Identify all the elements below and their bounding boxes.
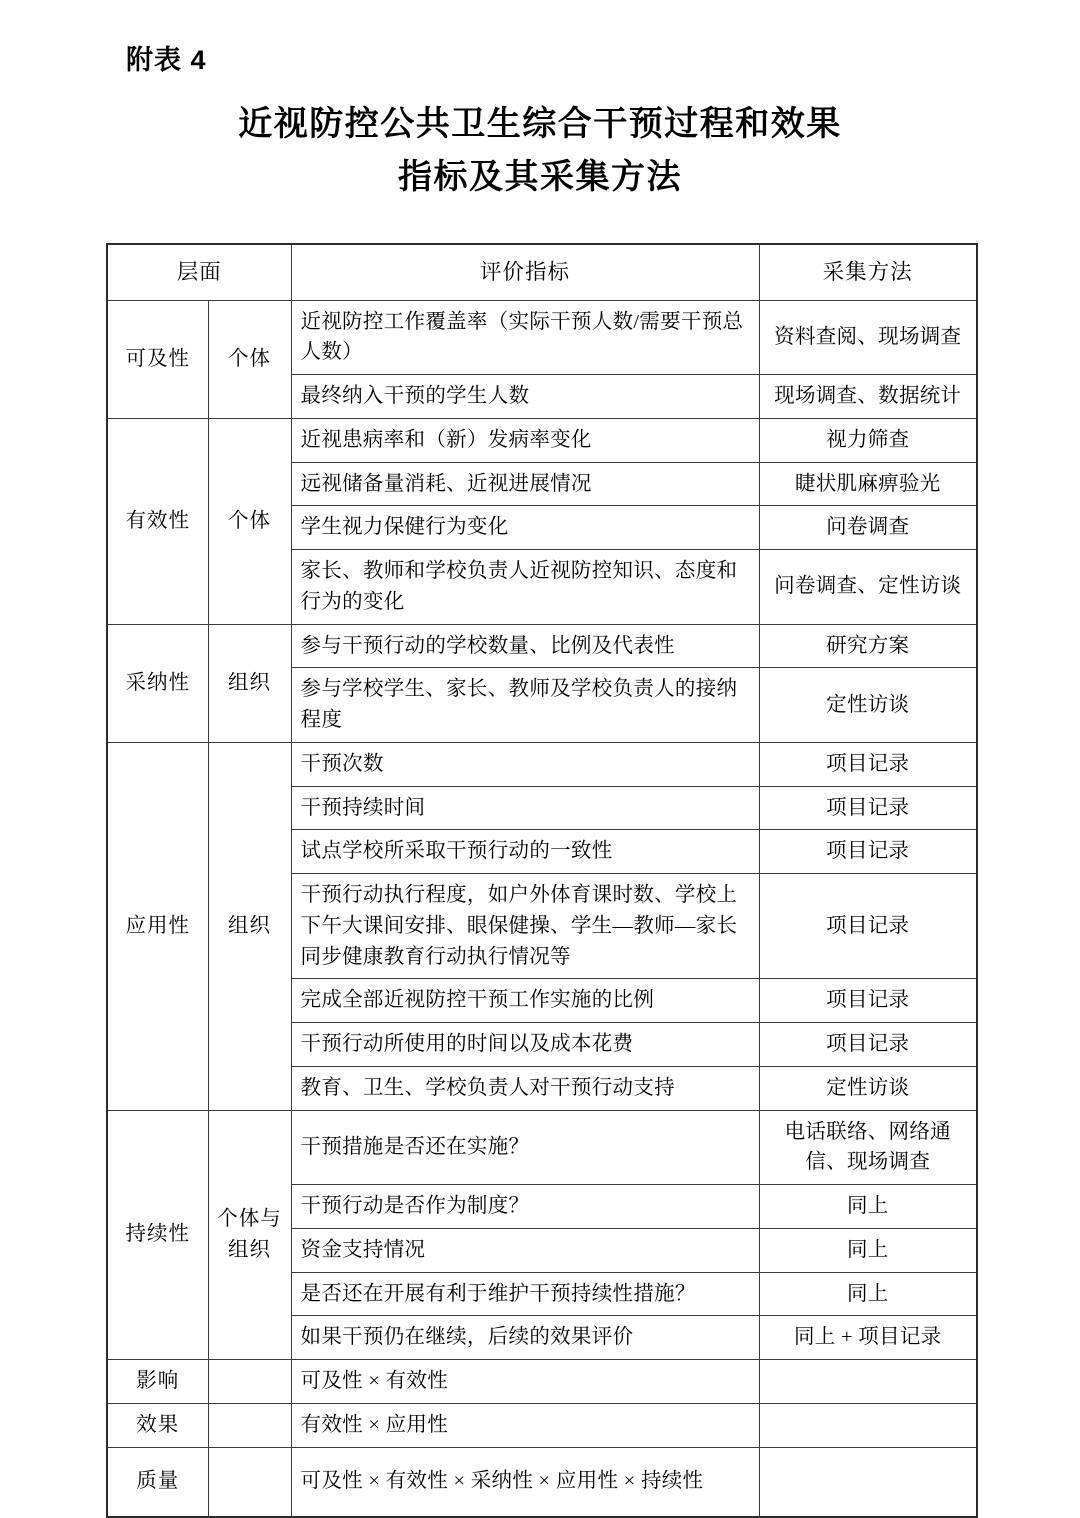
- indicator-cell: 干预行动所使用的时间以及成本花费: [291, 1023, 759, 1067]
- indicator-cell: 学生视力保健行为变化: [291, 506, 759, 550]
- unit-cell: 组织: [208, 624, 291, 742]
- method-cell: 项目记录: [759, 742, 977, 786]
- column-header-method: 采集方法: [759, 244, 977, 300]
- method-cell: 同上: [759, 1272, 977, 1316]
- unit-cell: [208, 1403, 291, 1447]
- dimension-cell: 有效性: [107, 418, 208, 624]
- indicator-cell: 近视患病率和（新）发病率变化: [291, 418, 759, 462]
- method-cell: 电话联络、网络通信、现场调查: [759, 1110, 977, 1185]
- table-row: [107, 418, 977, 462]
- table-row: [107, 300, 977, 375]
- indicator-cell: 完成全部近视防控干预工作实施的比例: [291, 979, 759, 1023]
- indicator-cell: 参与学校学生、家长、教师及学校负责人的接纳程度: [291, 668, 759, 743]
- indicator-cell: 试点学校所采取干预行动的一致性: [291, 830, 759, 874]
- indicator-cell: 近视防控工作覆盖率（实际干预人数/需要干预总人数）: [291, 300, 759, 375]
- indicator-cell: 干预次数: [291, 742, 759, 786]
- method-cell: 问卷调查: [759, 506, 977, 550]
- method-cell: 问卷调查、定性访谈: [759, 550, 977, 625]
- method-cell: 项目记录: [759, 1023, 977, 1067]
- unit-cell: [208, 1360, 291, 1404]
- method-cell: 定性访谈: [759, 668, 977, 743]
- indicator-table: [106, 243, 978, 1518]
- unit-cell: 个体: [208, 300, 291, 418]
- indicator-cell: 教育、卫生、学校负责人对干预行动支持: [291, 1066, 759, 1110]
- table-header-row: [107, 244, 977, 300]
- indicator-cell: 可及性 × 有效性 × 采纳性 × 应用性 × 持续性: [291, 1447, 759, 1517]
- dimension-cell: 应用性: [107, 742, 208, 1110]
- dimension-cell: 质量: [107, 1447, 208, 1517]
- method-cell: 同上: [759, 1185, 977, 1229]
- appendix-label: 附表 4: [126, 45, 207, 75]
- indicator-cell: 如果干预仍在继续，后续的效果评价: [291, 1316, 759, 1360]
- page-title-line-1: 近视防控公共卫生综合干预过程和效果: [238, 105, 842, 143]
- dimension-cell: 采纳性: [107, 624, 208, 742]
- indicator-cell: 是否还在开展有利于维护干预持续性措施？: [291, 1272, 759, 1316]
- indicator-cell: 有效性 × 应用性: [291, 1403, 759, 1447]
- table-body: [107, 300, 977, 1517]
- method-cell-empty: [759, 1447, 977, 1517]
- unit-cell: 组织: [208, 742, 291, 1110]
- unit-cell: [208, 1447, 291, 1517]
- method-cell: 项目记录: [759, 979, 977, 1023]
- table-row: [107, 742, 977, 786]
- dimension-cell: 持续性: [107, 1110, 208, 1360]
- indicator-cell: 干预持续时间: [291, 786, 759, 830]
- page-title: [0, 98, 1080, 203]
- method-cell: 项目记录: [759, 786, 977, 830]
- table-row: [107, 1110, 977, 1185]
- dimension-cell: 影响: [107, 1360, 208, 1404]
- method-cell: 项目记录: [759, 874, 977, 979]
- column-header-dimension: 层面: [107, 244, 291, 300]
- method-cell-empty: [759, 1403, 977, 1447]
- table-row: [107, 1360, 977, 1404]
- indicator-cell: 可及性 × 有效性: [291, 1360, 759, 1404]
- table-head: [107, 244, 977, 300]
- method-cell: 睫状肌麻痹验光: [759, 462, 977, 506]
- unit-cell: 个体: [208, 418, 291, 624]
- indicator-cell: 干预措施是否还在实施？: [291, 1110, 759, 1185]
- dimension-cell: 可及性: [107, 300, 208, 418]
- method-cell: 定性访谈: [759, 1066, 977, 1110]
- method-cell: 同上: [759, 1228, 977, 1272]
- page-title-line-2: 指标及其采集方法: [398, 157, 682, 196]
- column-header-indicator: 评价指标: [291, 244, 759, 300]
- method-cell: 资料查阅、现场调查: [759, 300, 977, 375]
- method-cell-empty: [759, 1360, 977, 1404]
- dimension-cell: 效果: [107, 1403, 208, 1447]
- method-cell: 视力筛查: [759, 418, 977, 462]
- method-cell: 同上 + 项目记录: [759, 1316, 977, 1360]
- indicator-cell: 参与干预行动的学校数量、比例及代表性: [291, 624, 759, 668]
- indicator-cell: 干预行动是否作为制度？: [291, 1185, 759, 1229]
- indicator-cell: 家长、教师和学校负责人近视防控知识、态度和行为的变化: [291, 550, 759, 625]
- method-cell: 研究方案: [759, 624, 977, 668]
- indicator-cell: 干预行动执行程度，如户外体育课时数、学校上下午大课间安排、眼保健操、学生—教师—家长同步健康教育行动执行情况等: [291, 874, 759, 979]
- method-cell: 项目记录: [759, 830, 977, 874]
- indicator-cell: 远视储备量消耗、近视进展情况: [291, 462, 759, 506]
- indicator-cell: 最终纳入干预的学生人数: [291, 375, 759, 419]
- indicator-table-container: [106, 243, 976, 1518]
- table-row: [107, 624, 977, 668]
- method-cell: 现场调查、数据统计: [759, 375, 977, 419]
- table-row: [107, 1403, 977, 1447]
- unit-cell: 个体与组织: [208, 1110, 291, 1360]
- table-row: [107, 1447, 977, 1517]
- indicator-cell: 资金支持情况: [291, 1228, 759, 1272]
